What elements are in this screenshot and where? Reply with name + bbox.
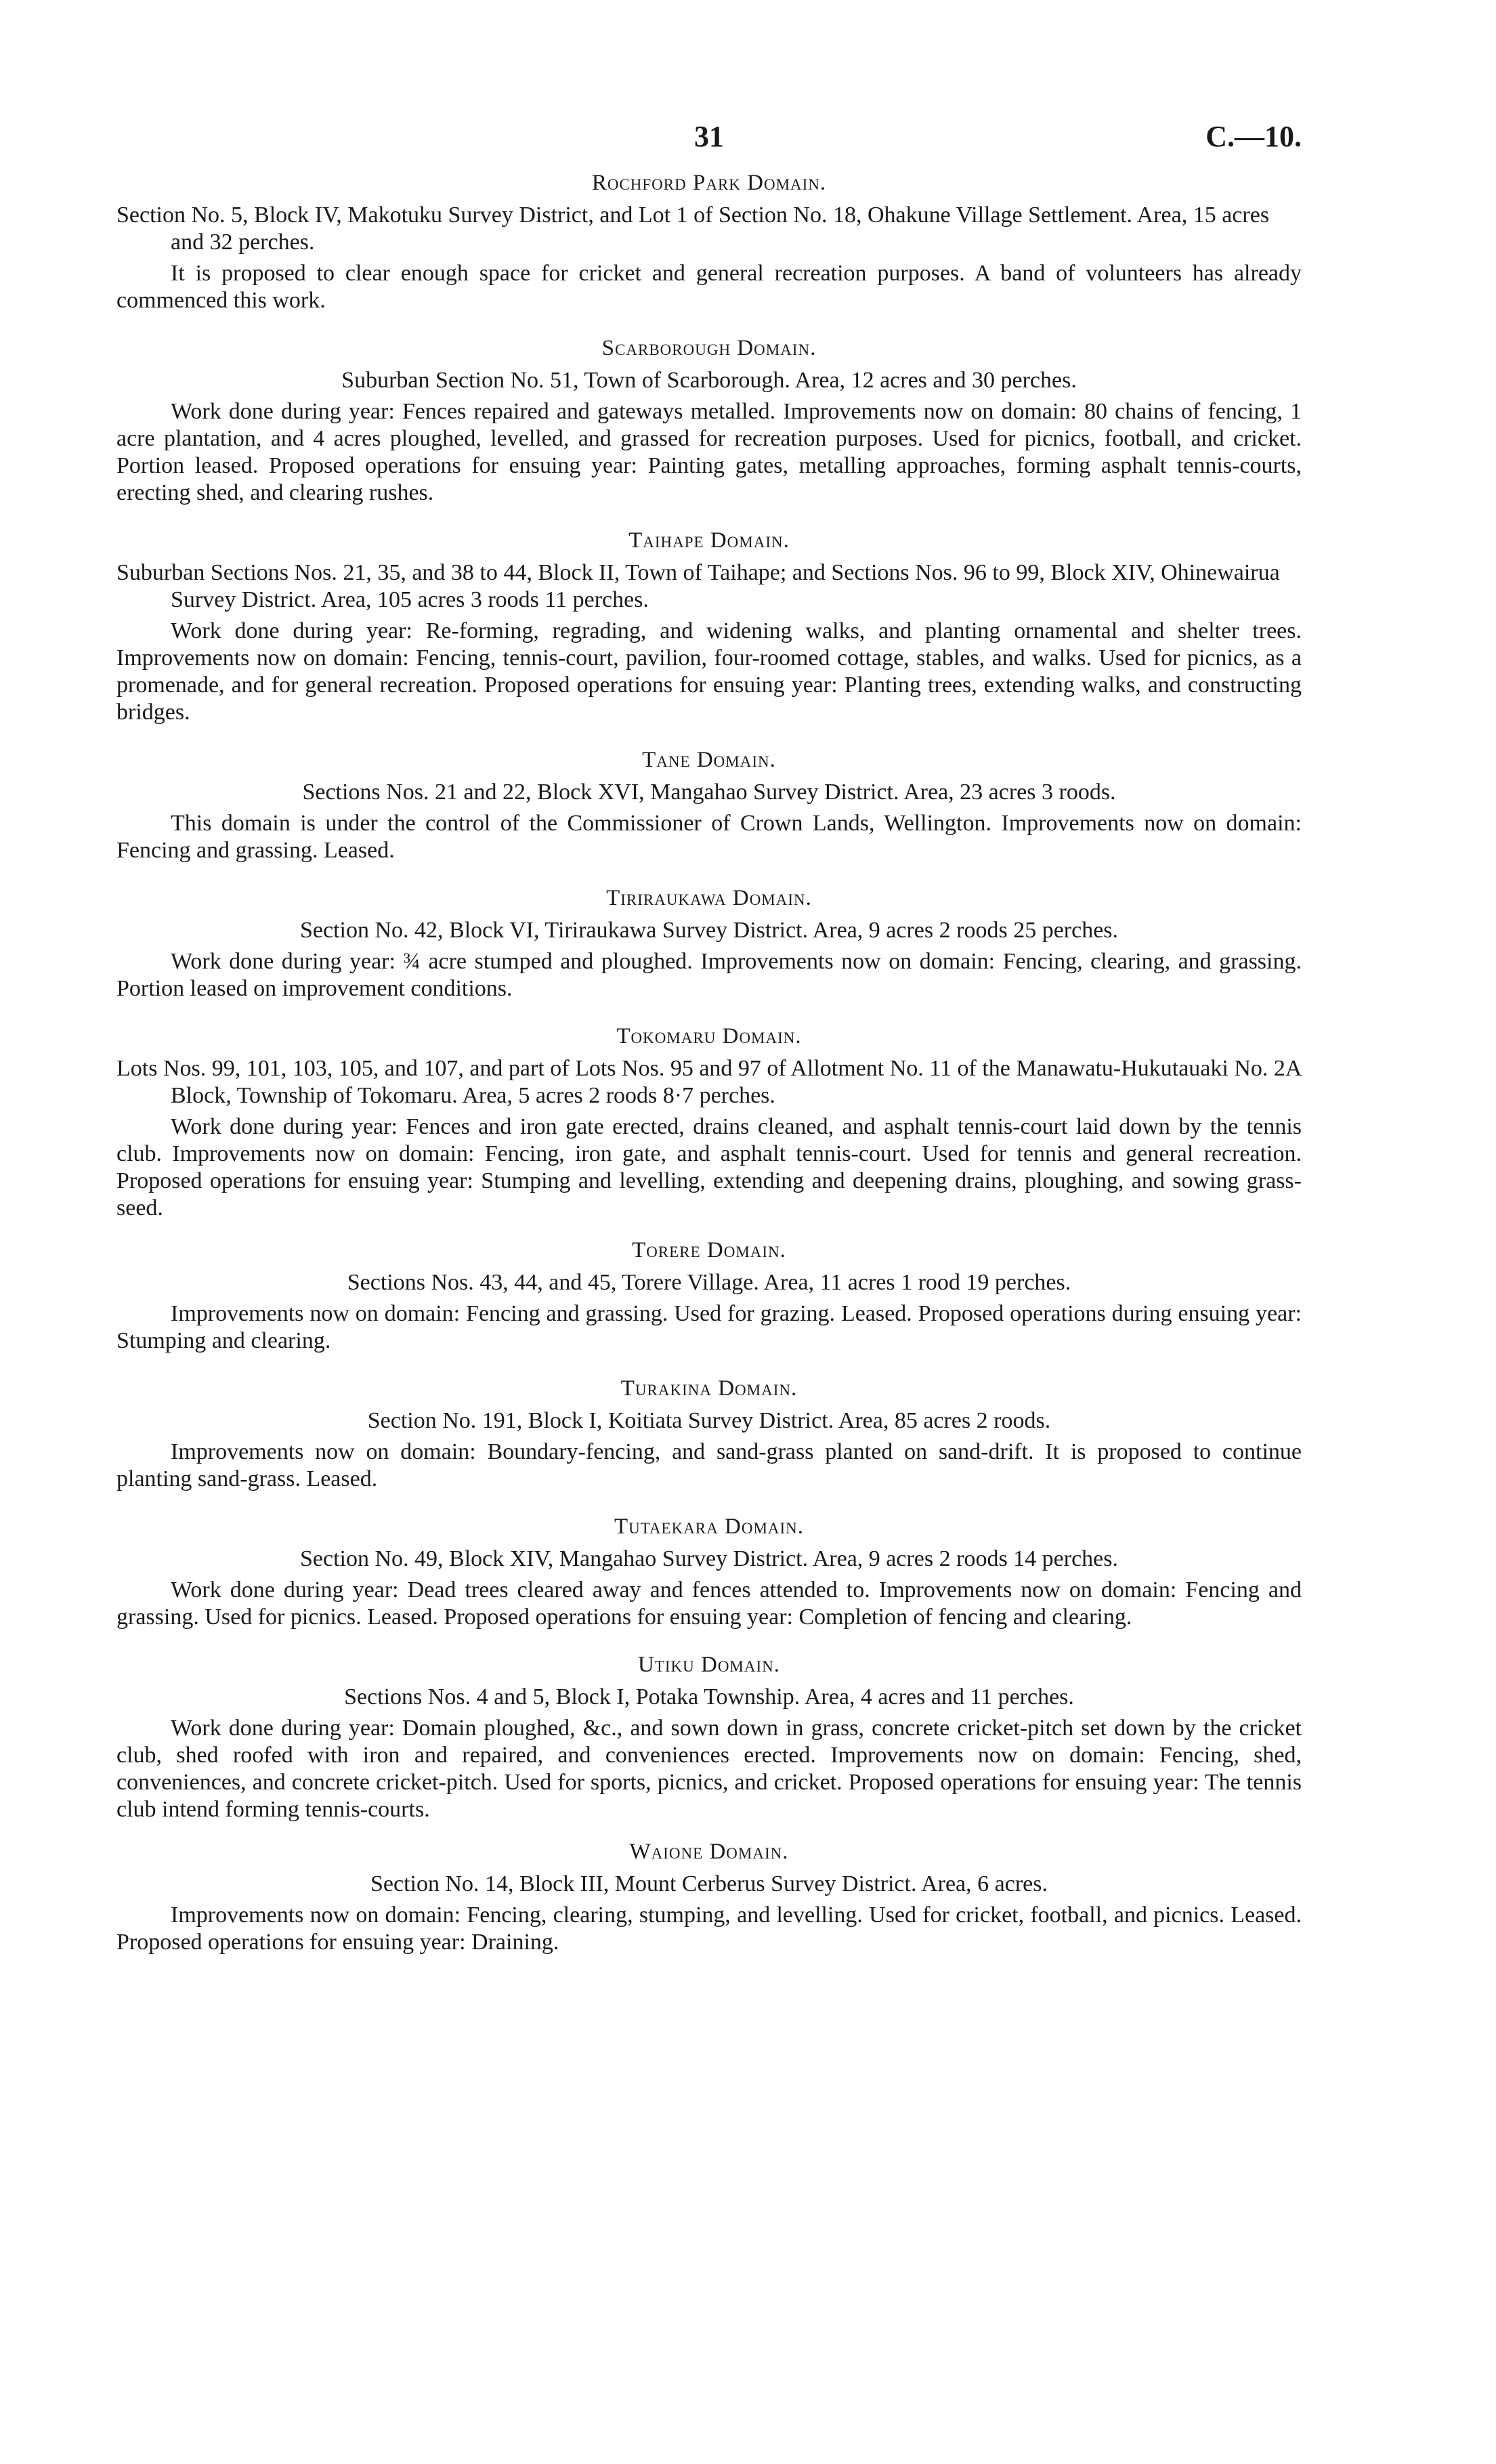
domain-body: Work done during year: Dead trees cleared away and fences attended to. Improvements now on domain: Fencing and grassing. Used for picnics. Leased. Proposed operations for ensuing year: Completion of fencing and clearing. xyxy=(116,1577,1302,1630)
domain-body: It is proposed to clear enough space for cricket and general recreation purposes. A band of volunteers has already commenced this work. xyxy=(116,261,1302,313)
domain-body: Work done during year: Fences repaired and gateways metalled. Improvements now on domain: 80 chains of fencing, 1 acre plantation, and 4 acres ploughed, levelled, and grassed for recreation purposes. Used for picnics, football, and cricket. Portion leased. Proposed operations for ensuing year: Painting gates, metalling approaches, forming asphalt tennis-courts, erecting shed, and clearing rushes. xyxy=(116,399,1302,505)
domain-title: Tutaekara Domain. xyxy=(614,1514,805,1539)
domain-section: Lots Nos. 99, 101, 103, 105, and 107, and part of Lots Nos. 95 and 97 of Allotment No. 11 of the Manawatu-Hukutauaki No. 2A Block, Township of Tokomaru. Area, 5 acres 2 roods 8·7 perches. xyxy=(116,1056,1301,1108)
domain-section: Section No. 42, Block VI, Tiriraukawa Survey District. Area, 9 acres 2 roods 25 perches. xyxy=(299,918,1119,943)
domain-title: Utiku Domain. xyxy=(637,1653,781,1677)
domain-section: Section No. 14, Block III, Mount Cerberus Survey District. Area, 6 acres. xyxy=(370,1871,1048,1896)
domain-body: Work done during year: Re-forming, regrading, and widening walks, and planting ornamental and shelter trees. Improvements now on domain: Fencing, tennis-court, pavilion, four-roomed cottage, stables, and walks. Used for picnics, as a promenade, and for general recreation. Proposed operations for ensuing year: Planting trees, extending walks, and constructing bridges. xyxy=(116,618,1302,725)
domain-entry-taihape xyxy=(116,527,1302,726)
domain-section: Sections Nos. 4 and 5, Block I, Potaka Township. Area, 4 acres and 11 perches. xyxy=(344,1684,1074,1709)
page-number: 31 xyxy=(694,120,724,153)
domain-entry-tane xyxy=(116,746,1302,864)
domain-section: Section No. 49, Block XIV, Mangahao Survey District. Area, 9 acres 2 roods 14 perches. xyxy=(300,1546,1118,1571)
series-code: C.—10. xyxy=(1205,120,1302,153)
domain-entry-tiriraukawa xyxy=(116,885,1302,1002)
document-page xyxy=(116,115,1302,1956)
domain-title: Tiriraukawa Domain. xyxy=(606,886,812,910)
domain-title: Waione Domain. xyxy=(629,1840,789,1864)
domain-title: Tokomaru Domain. xyxy=(616,1024,802,1048)
domain-section: Section No. 5, Block IV, Makotuku Survey District, and Lot 1 of Section No. 18, Ohakune Village Settlement. Area, 15 acres and 32 perches. xyxy=(116,203,1270,255)
domain-title: Tane Domain. xyxy=(642,748,776,772)
domain-entry-scarborough xyxy=(116,335,1302,507)
domain-body: Work done during year: Domain ploughed, &c., and sown down in grass, concrete cricket-pitch set down by the cricket club, shed roofed with iron and repaired, and conveniences erected. Improvements now on domain: Fencing, shed, conveniences, and concrete cricket-pitch. Used for sports, picnics, and cricket. Proposed operations for ensuing year: The tennis club intend forming tennis-courts. xyxy=(116,1716,1302,1822)
domain-entry-utiku xyxy=(116,1651,1302,1823)
domain-entry-waione xyxy=(116,1838,1302,1956)
domain-body: This domain is under the control of the Commissioner of Crown Lands, Wellington. Improvements now on domain: Fencing and grassing. Leased. xyxy=(116,811,1302,863)
domain-entry-turakina xyxy=(116,1375,1302,1493)
domain-section: Section No. 191, Block I, Koitiata Survey District. Area, 85 acres 2 roods. xyxy=(367,1408,1051,1433)
domain-entry-tutaekara xyxy=(116,1513,1302,1631)
domain-body: Improvements now on domain: Boundary-fencing, and sand-grass planted on sand-drift. It is proposed to continue planting sand-grass. Leased. xyxy=(116,1439,1302,1491)
page-header xyxy=(116,115,1302,169)
domain-body: Work done during year: Fences and iron gate erected, drains cleaned, and asphalt tennis-court laid down by the tennis club. Improvements now on domain: Fencing, iron gate, and asphalt tennis-court. Used for tennis and general recreation. Proposed operations for ensuing year: Stumping and levelling, extending and deepening drains, ploughing, and sowing grass-seed. xyxy=(116,1114,1302,1220)
domain-body: Work done during year: ¾ acre stumped and ploughed. Improvements now on domain: Fencing, clearing, and grassing. Portion leased on improvement conditions. xyxy=(116,949,1302,1001)
domain-entry-torere xyxy=(116,1237,1302,1355)
domain-title: Scarborough Domain. xyxy=(601,336,817,360)
domain-body: Improvements now on domain: Fencing, clearing, stumping, and levelling. Used for cricket, football, and picnics. Leased. Proposed operations for ensuing year: Draining. xyxy=(116,1903,1302,1955)
domain-section: Sections Nos. 21 and 22, Block XVI, Mangahao Survey District. Area, 23 acres 3 roods. xyxy=(302,780,1116,805)
domain-entry-tokomaru xyxy=(116,1023,1302,1222)
domain-title: Turakina Domain. xyxy=(620,1376,798,1401)
domain-title: Torere Domain. xyxy=(632,1238,786,1262)
domain-title: Rochford Park Domain. xyxy=(591,171,827,195)
domain-entry-rochford-park xyxy=(116,169,1302,314)
domain-section: Sections Nos. 43, 44, and 45, Torere Village. Area, 11 acres 1 rood 19 perches. xyxy=(347,1270,1071,1295)
domain-section: Suburban Sections Nos. 21, 35, and 38 to 44, Block II, Town of Taihape; and Sections Nos. 96 to 99, Block XIV, Ohinewairua Survey District. Area, 105 acres 3 roods 11 perches. xyxy=(116,560,1280,612)
domain-title: Taihape Domain. xyxy=(628,528,790,553)
domain-body: Improvements now on domain: Fencing and grassing. Used for grazing. Leased. Proposed operations during ensuing year: Stumping and clearing. xyxy=(116,1301,1302,1353)
domain-section: Suburban Section No. 51, Town of Scarborough. Area, 12 acres and 30 perches. xyxy=(341,368,1077,393)
